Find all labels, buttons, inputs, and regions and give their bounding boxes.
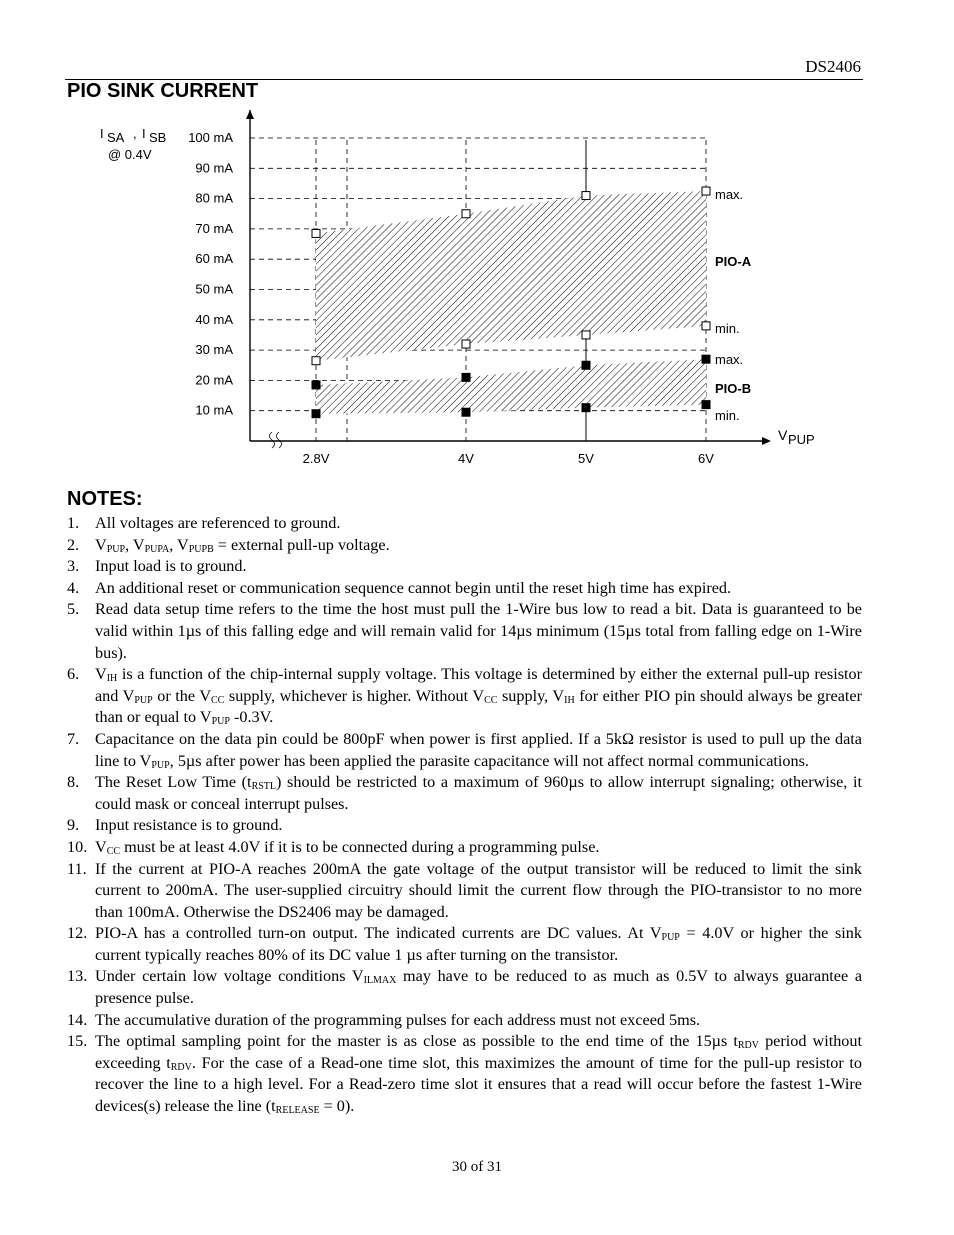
annotation-pio-a: PIO-A [715,254,752,269]
note-item: 14. The accumulative duration of the programming pulses for each address must not exceed 5ms. [67,1010,701,1029]
page-number: 30 of 31 [452,1159,502,1175]
notes-list [67,513,862,1118]
pio-b-data-point [312,410,320,418]
pio-a-data-point [312,357,320,365]
annotation-pio-b-max: max. [715,352,744,367]
section-title: PIO SINK CURRENT [67,80,259,102]
annotation-pio-a-max: max. [715,187,744,202]
chart-areas [316,191,706,414]
pio-b-data-point [462,373,470,381]
sink-current-chart [0,0,954,480]
note-item: 10. $V_{CC}$ must be at least 4.0V if it is to be connected during a programming pulse. [67,837,600,857]
pio-a-data-point [702,322,710,330]
pio-b-data-point [702,355,710,363]
y-tick-label: 40 mA [195,311,233,327]
note-item: 11. If the current at PIO-A reaches 200mA the gate voltage of the output transistor will be reduced to limit the sink current to 200mA. The user-supplied circuitry should limit the current flow through the PIO-transistor to no more than 100mA. Otherwise the DS2406 may be damaged. [67,859,862,921]
pio-a-data-point [312,229,320,237]
pio-b-data-point [582,404,590,412]
note-item: 13. Under certain low voltage conditions $V_{ILMAX}$ may have to be reduced to as much as 0.5V to always guarantee a presence pulse. [67,967,863,1008]
pio-a-data-point [462,340,470,348]
y-tick-label: 80 mA [195,190,233,206]
annotation-pio-b-min: min. [715,408,740,423]
annotation-pio-a-min: min. [715,321,740,336]
y-tick-label: 90 mA [195,160,233,176]
pio-b-data-point [462,408,470,416]
pio-a-data-point [462,210,470,218]
note-item: 9. Input resistance is to ground. [67,816,283,835]
note-item: 2. $V_{PUP}$, $V_{PUPA}$, $V_{PUPB}$ = external pull-up voltage. [67,535,390,555]
y-axis-arrow-icon [246,110,254,119]
note-item: 6. $V_{IH}$ is a function of the chip-internal supply voltage. This voltage is determined by either the external pull-up resistor and $V_{PUP}$ or the $V_{CC}$ supply, whichever is higher. Without $V_{CC}$ supply, $V_{IH}$ for either PIO pin should always be greater than or equal to $V_{PUP}$ -0.3V. [67,665,862,728]
y-tick-label: 100 mA [188,130,233,145]
x-tick-label: 6V [698,451,714,466]
y-tick-label: 60 mA [195,251,233,267]
y-tick-label: 20 mA [195,372,233,388]
x-tick-label: 2.8V [302,451,330,466]
y-tick-label: 50 mA [195,281,233,297]
pio-b-data-point [702,401,710,409]
pio-a-data-point [702,187,710,195]
note-item: 8. The Reset Low Time $(t_{RSTL})$ should be restricted to a maximum of 960µs to allow interrupt signaling; otherwise, it could mask or conceal interrupt pulses. [67,773,862,813]
pio-b-data-point [582,361,590,369]
x-axis-label: V PUP [778,427,815,447]
pio-b-region [316,359,706,414]
notes-title: NOTES: [67,488,143,510]
note-item: 3. Input load is to ground. [67,557,247,576]
note-item: 4. An additional reset or communication sequence cannot begin until the reset high time has expired. [67,578,732,597]
note-item: 7. Capacitance on the data pin could be 800pF when power is first applied. If a 5kΩ resistor is used to pull up the data line to $V_{PUP}$, 5µs after power has been applied the parasite capacitance will not affect normal communications. [67,729,862,771]
y-axis-label: I SA , I SB @ 0.4V [100,126,167,162]
annotation-pio-b: PIO-B [715,381,752,396]
document-code: DS2406 [805,57,861,76]
pio-b-data-point [312,381,320,389]
note-item: 12. PIO-A has a controlled turn-on output. The indicated currents are DC values. At $V_{PUP} = 4.0V$ or higher the sink current typically reaches 80% of its DC value 1 µs after turning on the transistor. [67,924,862,964]
x-axis-arrow-icon [762,437,771,445]
x-tick-label: 5V [578,451,594,466]
pio-a-region [316,191,706,361]
y-tick-label: 30 mA [195,342,233,358]
pio-a-data-point [582,331,590,339]
note-item: 1. All voltages are referenced to ground. [67,514,341,532]
axis-break-icon [270,432,282,448]
note-item: 15. The optimal sampling point for the master is as close as possible to the end time of the 15µs $t_{RDV}$ period without exceeding $t_{RDV}$. For the case of a Read-one time slot, this maximizes the amount of time for the pull-up resistor to recover the line to a high level. For a Read-zero time slot it ensures that a read will occur before the fastest 1-Wire devices(s) release the line $(t_{RELEASE} = 0)$. [67,1032,862,1117]
y-tick-label: 10 mA [195,402,233,418]
y-tick-label: 70 mA [195,220,233,236]
x-tick-label: 4V [458,451,474,466]
note-item: 5. Read data setup time refers to the time the host must pull the 1-Wire bus low to read a bit. Data is guaranteed to be valid within 1µs of this falling edge and will remain valid for 14µs minimum (15µs total from falling edge on 1-Wire bus). [67,600,862,662]
pio-a-data-point [582,192,590,200]
